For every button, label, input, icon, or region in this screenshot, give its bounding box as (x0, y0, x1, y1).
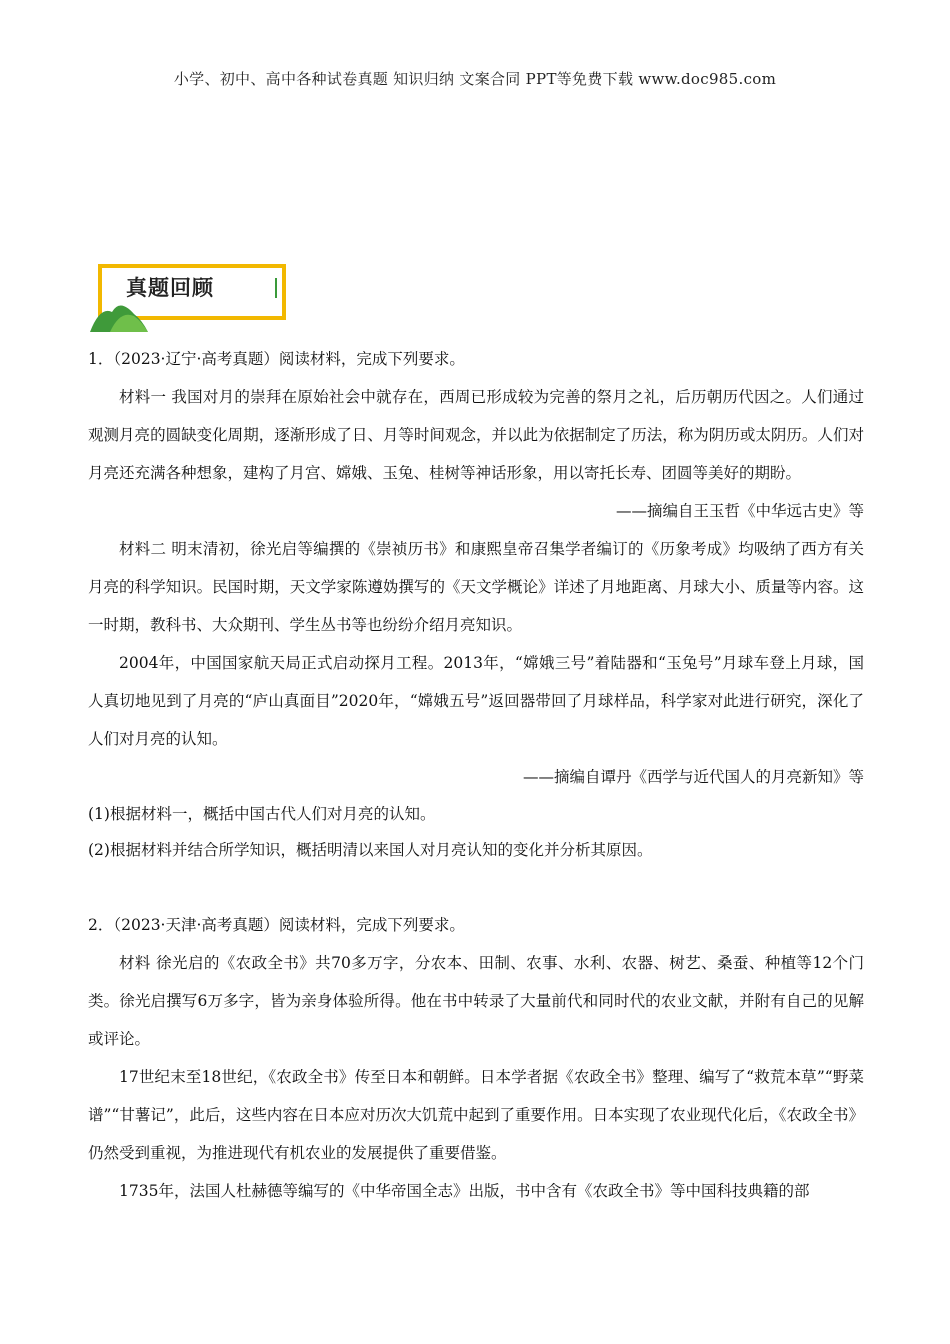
q1-subquestion-2: (2)根据材料并结合所学知识，概括明清以来国人对月亮认知的变化并分析其原因。 (88, 841, 653, 859)
page-header: 小学、初中、高中各种试卷真题 知识归纳 文案合同 PPT等免费下载 www.doc985.com (173, 70, 777, 88)
q1-material-3: 2004年，中国国家航天局正式启动探月工程。2013年，“嫦娥三号”着陆器和“玉兔号”月球车登上月球，国人真切地见到了月亮的“庐山真面目”2020年，“嫦娥五号”返回器带回了月球样品，科学家对此进行研究，深化了人们对月亮的认知。 (88, 654, 864, 748)
hill-icon (90, 294, 150, 334)
question-content (88, 340, 864, 1210)
q1-material-2: 材料二 明末清初，徐光启等编撰的《崇祯历书》和康熙皇帝召集学者编订的《历象考成》均吸纳了西方有关月亮的科学知识。民国时期，天文学家陈遵妫撰写的《天文学概论》详述了月地距离、月球大小、质量等内容。这一时期，教科书、大众期刊、学生丛书等也纷纷介绍月亮知识。 (88, 540, 864, 634)
q2-material-1: 材料 徐光启的《农政全书》共70多万字，分农本、田制、农事、水利、农器、树艺、桑蚕、种植等12个门类。徐光启撰写6万多字，皆为亲身体验所得。他在书中转录了大量前代和同时代的农业文献，并附有自己的见解或评论。 (88, 954, 864, 1048)
q2-material-2: 17世纪末至18世纪，《农政全书》传至日本和朝鲜。日本学者据《农政全书》整理、编写了“救荒本草”“野菜谱”“甘薯记”，此后，这些内容在日本应对历次大饥荒中起到了重要作用。日本实现了农业现代化后，《农政全书》仍然受到重视，为推进现代有机农业的发展提供了重要借鉴。 (88, 1068, 864, 1162)
question-1-title: 1．（2023·辽宁·高考真题）阅读材料，完成下列要求。 (88, 350, 465, 368)
badge-accent (275, 278, 277, 298)
q1-material-1: 材料一 我国对月的崇拜在原始社会中就存在，西周已形成较为完善的祭月之礼，后历朝历代因之。人们通过观测月亮的圆缺变化周期，逐渐形成了日、月等时间观念，并以此为依据制定了历法，称为阴历或太阴历。人们对月亮还充满各种想象，建构了月宫、嫦娥、玉兔、桂树等神话形象，用以寄托长寿、团圆等美好的期盼。 (88, 388, 864, 482)
q1-source-1: ——摘编自王玉哲《中华远古史》等 (615, 502, 864, 520)
badge-title: 真题回顾 (126, 276, 214, 300)
spacer (88, 868, 864, 906)
section-badge (90, 264, 300, 330)
question-2-title: 2．（2023·天津·高考真题）阅读材料，完成下列要求。 (88, 916, 465, 934)
q1-subquestion-1: (1)根据材料一，概括中国古代人们对月亮的认知。 (88, 805, 436, 823)
q1-source-2: ——摘编自谭丹《西学与近代国人的月亮新知》等 (522, 768, 864, 786)
q2-material-3: 1735年，法国人杜赫德等编写的《中华帝国全志》出版，书中含有《农政全书》等中国科技典籍的部 (119, 1182, 810, 1200)
